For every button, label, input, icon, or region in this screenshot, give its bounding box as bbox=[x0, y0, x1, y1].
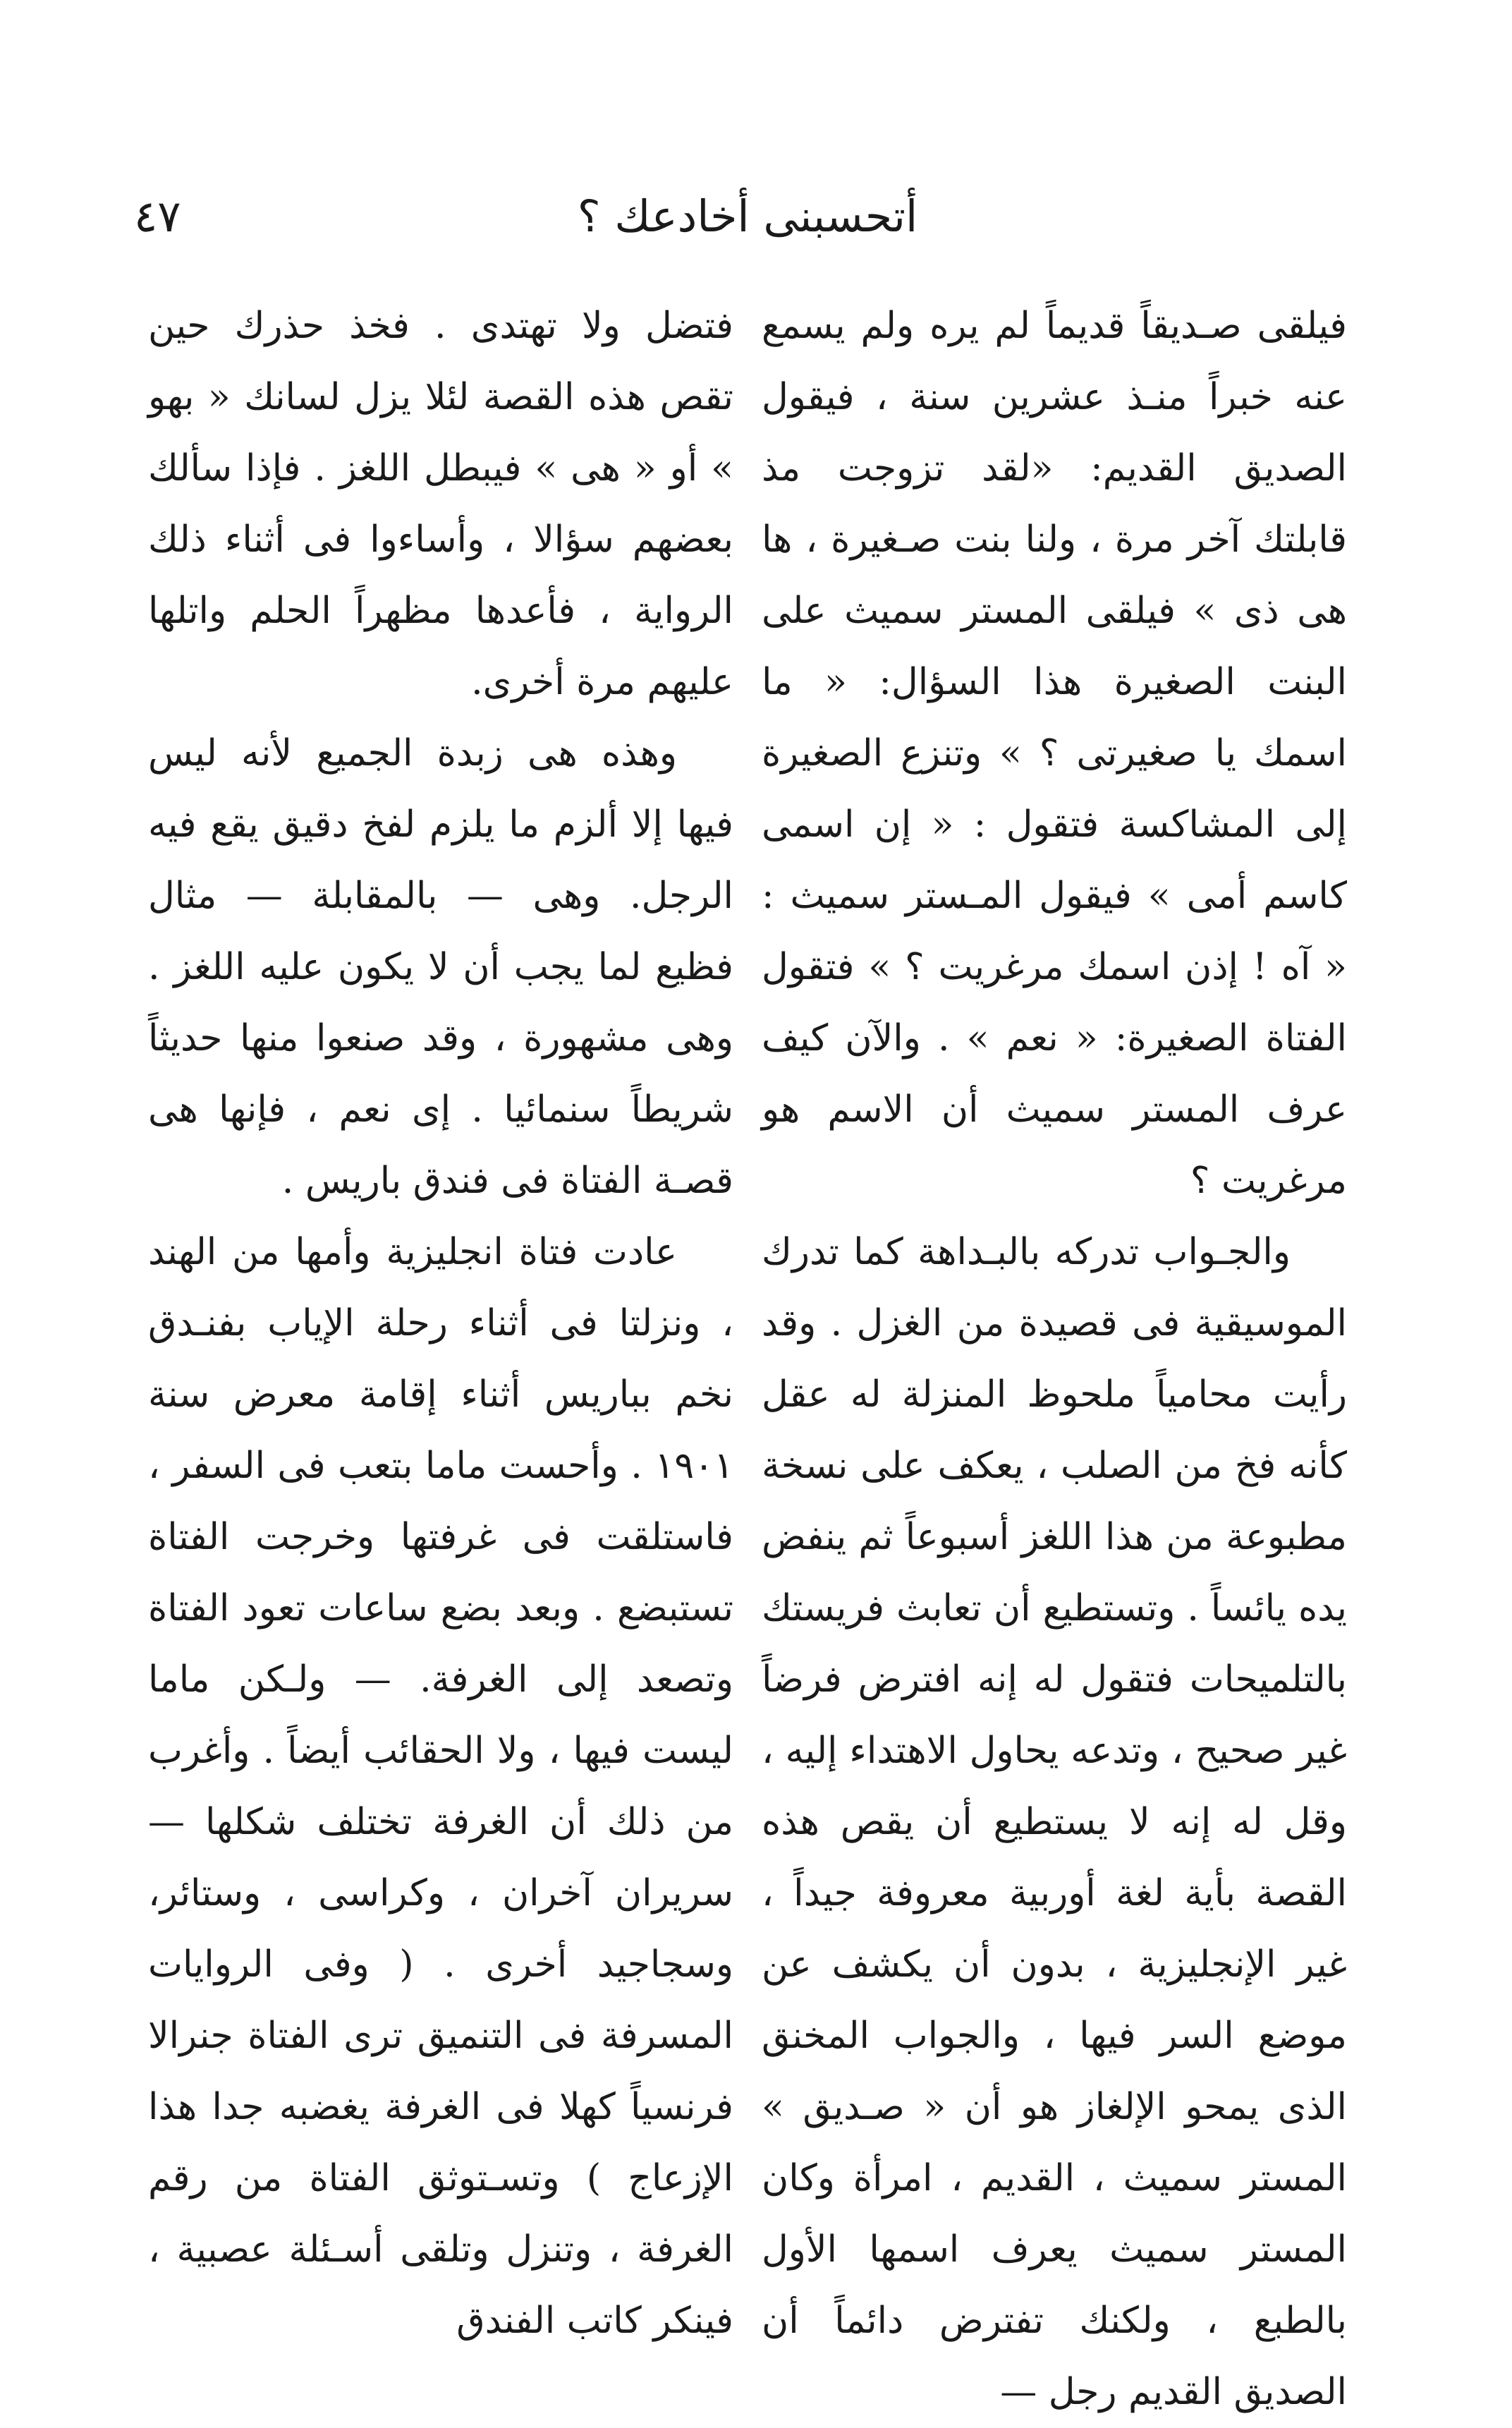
page-header bbox=[0, 185, 1512, 248]
paragraph: عادت فتاة انجليزية وأمها من الهند ، ونزلتا فى أثناء رحلة الإياب بفنـدق نخم بباريس أثناء إقامة معرض سنة ١٩٠١ . وأحست ماما بتعب فى السفر ، فاستلقت فى غرفتها وخرجت الفتاة تستبضع . وبعد بضع ساعات تعود الفتاة وتصعد إلى الغرفة. — ولـكن ماما ليست فيها ، ولا الحقائب أيضاً . وأغرب من ذلك أن الغرفة تختلف شكلها — سريران آخران ، وكراسى ، وستائر، وسجاجيد أخرى . ( وفى الروايات المسرفة فى التنميق ترى الفتاة جنرالا فرنسياً كهلا فى الغرفة يغضبه جدا هذا الإزعاج ) وتسـتوثق الفتاة من رقم الغرفة ، وتنزل وتلقى أسـئلة عصبية ، فينكر كاتب الفندق bbox=[148, 1231, 733, 2342]
running-title: أتحسبنى أخادعك ؟ bbox=[577, 190, 918, 242]
paragraph: فتضل ولا تهتدى . فخذ حذرك حين تقص هذه القصة لئلا يزل لسانك « بهو » أو « هى » فيبطل اللغز . فإذا سألك بعضهم سؤالا ، وأساءوا فى أثناء ذلك الرواية ، فأعدها مظهراً الحلم واتلها عليهم مرة أخرى. bbox=[148, 305, 733, 703]
page-number: ٤٧ bbox=[134, 190, 181, 242]
paragraph: وهذه هى زبدة الجميع لأنه ليس فيها إلا ألزم ما يلزم لفخ دقيق يقع فيه الرجل. وهى — بالمقابلة — مثال فظيع لما يجب أن لا يكون عليه اللغز . وهى مشهورة ، وقد صنعوا منها حديثاً شريطاً سنمائيا . إى نعم ، فإنها هى قصـة الفتاة فى فندق باريس . bbox=[148, 732, 733, 1202]
paragraph: والجـواب تدركه بالبـداهة كما تدرك الموسيقية فى قصيدة من الغزل . وقد رأيت محامياً ملحوظ المنزلة له عقل كأنه فخ من الصلب ، يعكف على نسخة مطبوعة من هذا اللغز أسبوعاً ثم ينفض يده يائساً . وتستطيع أن تعابث فريستك بالتلميحات فتقول له إنه افترض فرضاً غير صحيح ، وتدعه يحاول الاهتداء إليه ، وقل له إنه لا يستطيع أن يقص هذه القصة بأية لغة أوربية معروفة جيداً ، غير الإنجليزية ، بدون أن يكشف عن موضع السر فيها ، والجواب المخنق الذى يمحو الإلغاز هو أن « صـديق » المستر سميث ، القديم ، امرأة وكان المستر سميث يعرف اسمها الأول بالطبع ، ولكنك تفترض دائماً أن الصديق القديم رجل — bbox=[762, 1231, 1347, 2413]
paragraph: فيلقى صـديقاً قديماً لم يره ولم يسمع عنه خبراً منـذ عشرين سنة ، فيقول الصديق القديم: «لقد تزوجت مذ قابلتك آخر مرة ، ولنا بنت صـغيرة ، ها هى ذى » فيلقى المستر سميث على البنت الصغيرة هذا السؤال: « ما اسمك يا صغيرتى ؟ » وتنزع الصغيرة إلى المشاكسة فتقول : « إن اسمى كاسم أمى » فيقول المـستر سميث : « آه ! إذن اسمك مرغريت ؟ » فتقول الفتاة الصغيرة: « نعم » . والآن كيف عرف المستر سميث أن الاسم هو مرغريت ؟ bbox=[762, 305, 1347, 1202]
left-column bbox=[148, 291, 733, 2357]
right-column bbox=[762, 291, 1347, 2428]
